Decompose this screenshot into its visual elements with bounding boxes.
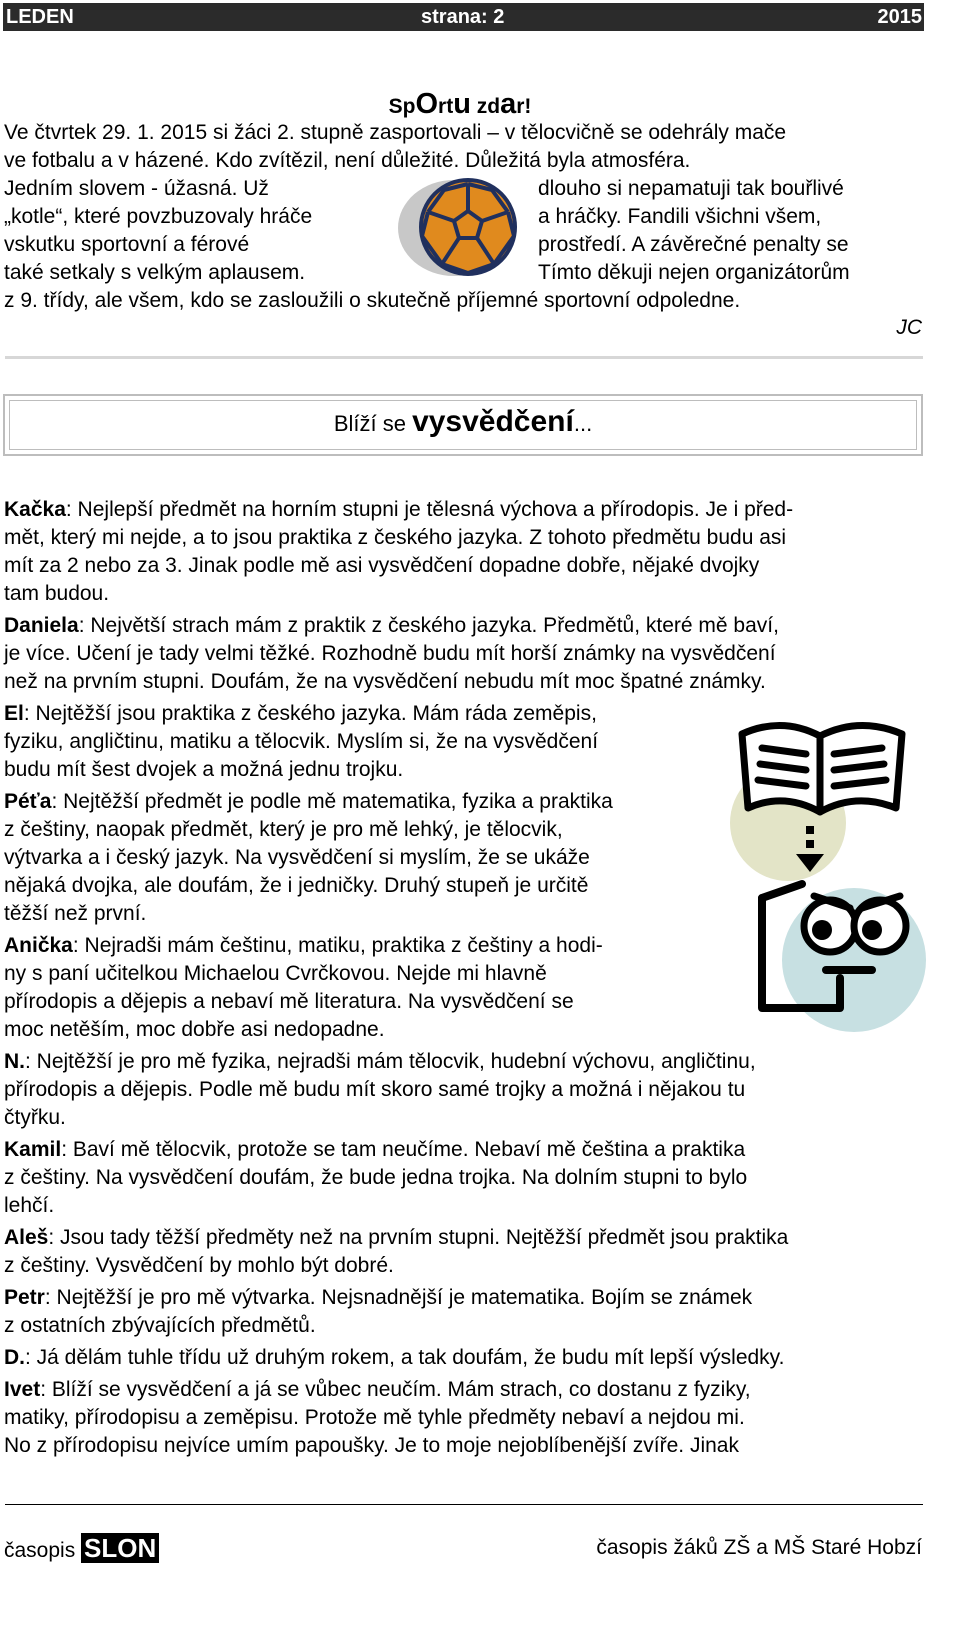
quote-text: : Baví mě tělocvik, protože se tam neučíme. Nebaví mě čeština a praktika [61,1138,746,1161]
book-reader-icon [722,708,928,1036]
quote-item [4,1048,924,1132]
line-right-part: prostředí. A závěrečné penalty se [538,233,849,256]
quote-item [4,1284,924,1340]
title-part: r! [516,95,532,118]
quote-text: : Blíží se vysvědčení a já se vůbec neučím. Mám strach, co dostanu z fyziky, [40,1378,751,1401]
quote-line [4,612,924,640]
quote-author: D. [4,1346,25,1369]
quote-author: Kamil [4,1138,62,1161]
quote-line: nějaká dvojka, ale doufám, že i jedničky. Druhý stupeň je určitě [4,874,589,897]
quote-line: přírodopis a dějepis. Podle mě budu mít skoro samé trojky a možná i nějakou tu [4,1078,746,1101]
article-author: JC [896,316,922,339]
title-part: Sp [388,95,416,118]
quote-line [4,1048,924,1076]
line-left-part: „kotle“, které povzbuzovaly hráče [4,205,313,228]
quote-author: Anička [4,934,73,957]
line-left-part: Jedním slovem - úžasná. Už [4,177,269,200]
footer-publisher: časopis žáků ZŠ a MŠ Staré Hobzí [596,1536,922,1559]
quote-author: N. [4,1050,25,1073]
title-part: O [415,88,439,120]
paragraph-line: Ve čtvrtek 29. 1. 2015 si žáci 2. stupně zasportovali – v tělocvičně se odehrály mače [4,121,787,144]
quote-author: El [4,702,24,725]
quote-author: Ivet [4,1378,41,1401]
header-year: 2015 [877,6,922,28]
title-part: u [453,88,471,120]
quote-line: ny s paní učitelkou Michaelou Cvrčkovou. Nejde mi hlavně [4,962,547,985]
quote-line [4,1344,924,1372]
section-title-box [3,394,923,456]
title-part: rt [438,95,454,118]
soccer-ball-icon [396,176,524,278]
footer-left-text: časopis [4,1539,82,1562]
quote-text: : Nejtěžší je pro mě fyzika, nejradši mám tělocvik, hudební výchovu, angličtinu, [25,1050,756,1073]
quote-line: je více. Učení je tady velmi těžké. Rozhodně budu mít horší známky na vysvědčení [4,642,776,665]
magazine-logo: SLON [81,1533,159,1563]
quote-line: moc netěším, moc dobře asi nedopadne. [4,1018,385,1041]
quote-item [4,612,924,696]
title-emphasis: vysvědčení [412,405,574,438]
sport-article-title [0,88,920,121]
quote-text: : Nejtěžší je pro mě výtvarka. Nejsnadnější je matematika. Bojím se známek [44,1286,753,1309]
paragraph-line: ve fotbalu a v házené. Kdo zvítězil, není důležité. Důležitá byla atmosféra. [4,149,691,172]
line-right-part: a hráčky. Fandili všichni všem, [538,205,822,228]
quote-line: výtvarka a i český jazyk. Na vysvědčení si myslím, že se ukáže [4,846,590,869]
quote-item [4,1136,924,1220]
line-left-part: také setkaly s velkým aplausem. [4,261,306,284]
quote-line: z ostatních zbývajících předmětů. [4,1314,316,1337]
quote-author: Aleš [4,1226,49,1249]
quote-line: přírodopis a dějepis a nebaví mě literatura. Na vysvědčení se [4,990,574,1013]
header-month: LEDEN [6,6,74,28]
quote-line: fyziku, angličtinu, matiku a tělocvik. Myslím si, že na vysvědčení [4,730,599,753]
quote-author: Daniela [4,614,79,637]
quote-line: čtyřku. [4,1106,66,1129]
section-title [5,405,921,439]
title-ellipsis: ... [573,411,593,436]
quote-line: lehčí. [4,1194,55,1217]
quote-text: : Nejlepší předmět na horním stupni je tělesná výchova a přírodopis. Je i před- [65,498,794,521]
quote-line: budu mít šest dvojek a možná jednu trojku. [4,758,404,781]
title-part: zd [470,95,501,118]
quote-item [4,496,924,608]
quote-line: z češtiny, naopak předmět, který je pro mě lehký, je tělocvik, [4,818,563,841]
quote-line: No z přírodopisu nejvíce umím papoušky. Je to moje nejoblíbenější zvíře. Jinak [4,1434,739,1457]
quote-author: Péťa [4,790,52,813]
quote-line [4,1284,924,1312]
line-right-part: Tímto děkuji nejen organizátorům [538,261,850,284]
footer-divider [5,1504,923,1505]
quote-item [4,1344,924,1372]
quote-line [4,1376,924,1404]
quote-author: Petr [4,1286,45,1309]
quote-line: matiky, přírodopisu a zeměpisu. Protože mě tyhle předměty nebaví a nejdou mi. [4,1406,745,1429]
line-right-part: dlouho si nepamatuji tak bouřlivé [538,177,844,200]
quote-item [4,1224,924,1280]
quote-line [4,1224,924,1252]
quote-text: : Jsou tady těžší předměty než na prvním stupni. Nejtěžší předmět jsou praktika [48,1226,789,1249]
footer-magazine-name [4,1533,159,1564]
quote-line [4,1136,924,1164]
quote-line: tam budou. [4,582,110,605]
section-divider [5,356,923,359]
quote-text: : Nejradši mám češtinu, matiku, praktika z češtiny a hodi- [72,934,603,957]
quote-line: než na prvním stupni. Doufám, že na vysvědčení nebudu mít moc špatné známky. [4,670,766,693]
quote-text: : Největší strach mám z praktik z českého jazyka. Předmětů, které mě baví, [78,614,779,637]
quote-text: : Nejtěžší předmět je podle mě matematika, fyzika a praktika [51,790,613,813]
header-page-number: strana: 2 [421,6,505,28]
paragraph-line: z 9. třídy, ale všem, kdo se zasloužili o skutečně příjemné sportovní odpoledne. [4,289,741,312]
quote-text: : Já dělám tuhle třídu už druhým rokem, a tak doufám, že budu mít lepší výsledky. [25,1346,785,1369]
quote-line: z češtiny. Na vysvědčení doufám, že bude jedna trojka. Na dolním stupni to bylo [4,1166,748,1189]
quote-line [4,496,924,524]
quote-text: : Nejtěžší jsou praktika z českého jazyka. Mám ráda zeměpis, [23,702,597,725]
title-prefix: Blíží se [333,411,413,436]
quote-author: Kačka [4,498,66,521]
title-part: a [500,88,517,120]
quote-line: z češtiny. Vysvědčení by mohlo být dobré. [4,1254,394,1277]
page-header-bar [3,3,924,31]
quote-item [4,1376,924,1460]
quote-line: mít za 2 nebo za 3. Jinak podle mě asi vysvědčení dopadne dobře, nějaké dvojky [4,554,760,577]
line-left-part: vskutku sportovní a férové [4,233,250,256]
quote-line: těžší než první. [4,902,147,925]
quote-line: mět, který mi nejde, a to jsou praktika z českého jazyka. Z tohoto předmětu budu asi [4,526,787,549]
